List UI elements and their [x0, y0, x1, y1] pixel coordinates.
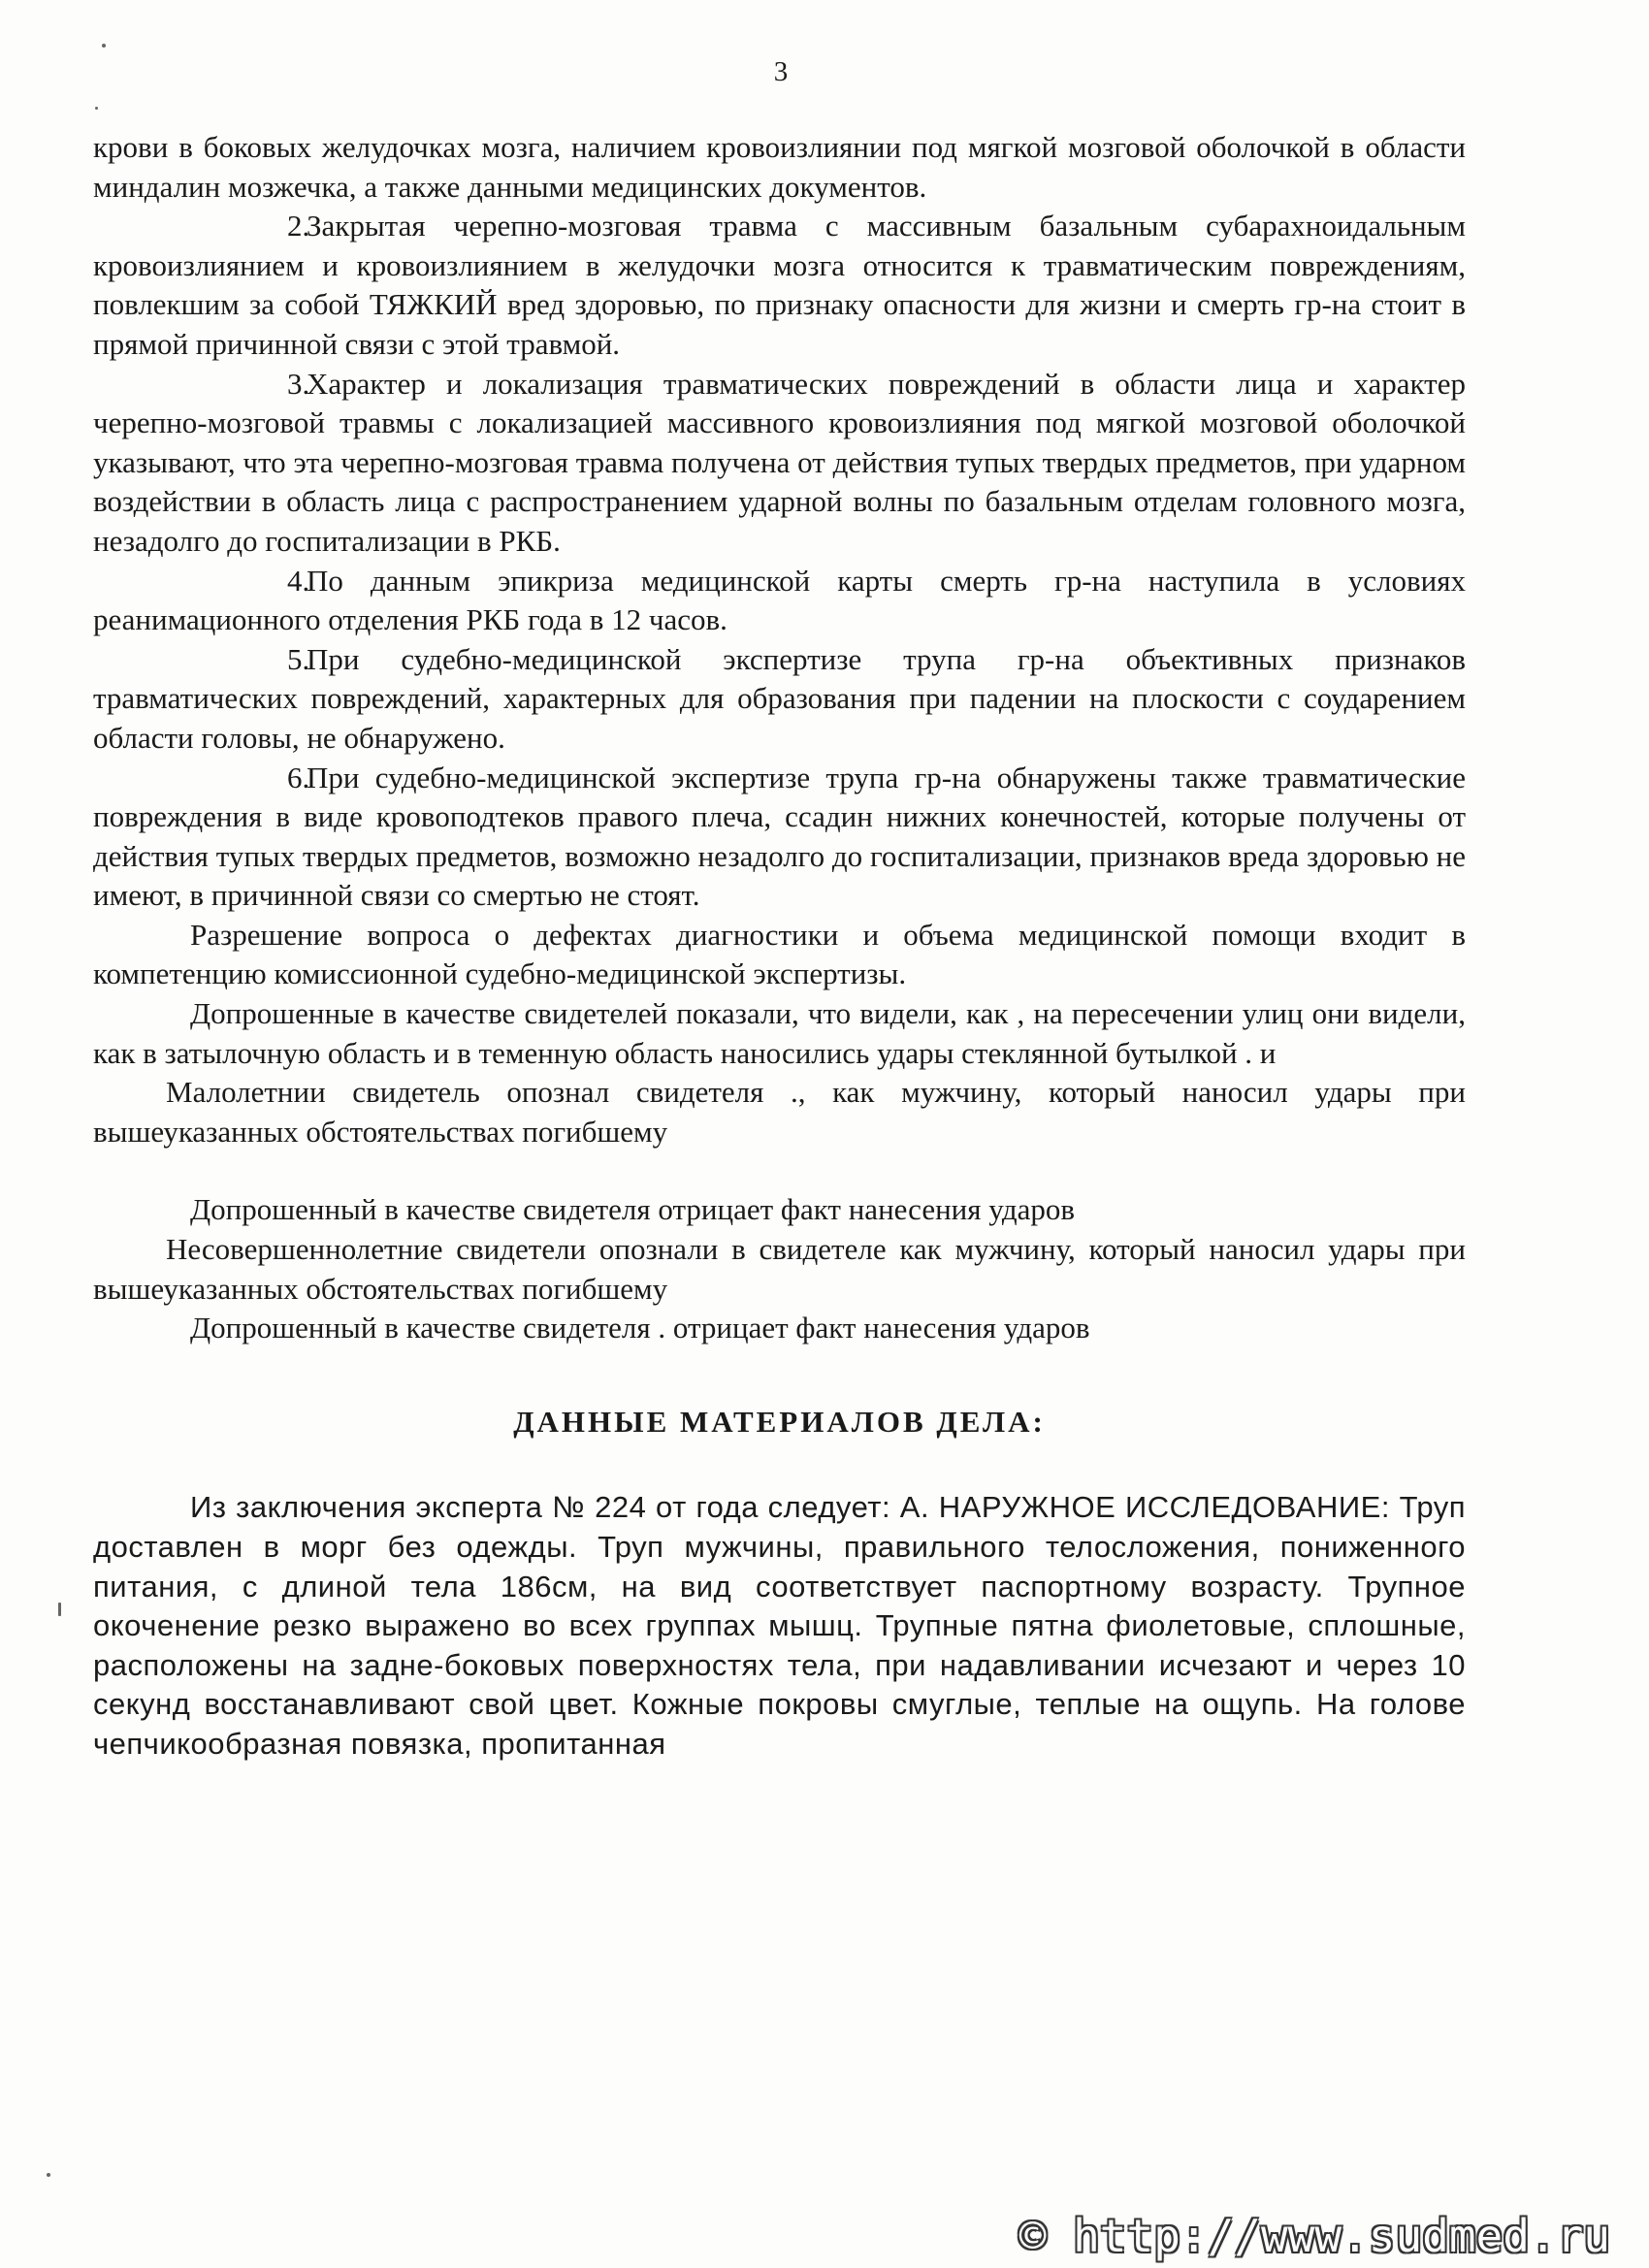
scan-speck — [102, 44, 106, 48]
paragraph-witness-denies-1: Допрошенный в качестве свидетеля отрицает факт нанесения ударов — [190, 1192, 1075, 1227]
spacer — [93, 1151, 1466, 1190]
item-number: 3. — [287, 366, 310, 401]
section-heading: ДАННЫЕ МАТЕРИАЛОВ ДЕЛА: — [513, 1404, 1046, 1439]
site-watermark: © http://www.sudmed.ru — [1018, 2210, 1610, 2262]
paragraph-item-5 — [93, 640, 1466, 759]
paragraph-minor-witnesses: Несовершеннолетние свидетели опознали в свидетеле как мужчину, который наносил удары при вышеуказанных обстоятельствах погибшему — [93, 1232, 1466, 1306]
item-text: При судебно-медицинской экспертизе трупа гр-на объективных признаков травматических повреждений, характерных для образования при падении на плоскости с соударением области головы, не обнаружено. — [93, 641, 1466, 755]
item-number: 2. — [287, 209, 310, 243]
paragraph-item-3 — [93, 365, 1466, 562]
paragraph-witnesses: Допрошенные в качестве свидетелей показали, что видели, как , на пересечении улиц они видели, как в затылочную область и в теменную область наносились удары стеклянной бутылкой . и — [93, 996, 1466, 1070]
document-body — [93, 128, 1466, 1765]
paragraph-minor-witness: Малолетнии свидетель опознал свидетеля ., как мужчину, который наносил удары при вышеуказанных обстоятельствах погибшему — [93, 1075, 1466, 1149]
paragraph-expert-conclusion: Из заключения эксперта № 224 от года следует: А. НАРУЖНОЕ ИССЛЕДОВАНИЕ: Труп доставлен в морг без одежды. Труп мужчины, правильного телосложения, пониженного питания, с длиной тела 186см, на вид соответствует паспортному возрасту. Трупное окоченение резко выражено во всех группах мышц. Трупные пятна фиолетовые, сплошные, расположены на задне-боковых поверхностях тела, при надавливании исчезают и через 10 секунд восстанавливают свой цвет. Кожные покровы смуглые, теплые на ощупь. На голове чепчикообразная повязка, пропитанная — [93, 1490, 1466, 1761]
paragraph-continuation: крови в боковых желудочках мозга, наличием кровоизлиянии под мягкой мозговой оболочкой в области миндалин мозжечка, а также данными медицинских документов. — [93, 130, 1466, 204]
item-text: Закрытая черепно-мозговая травма с массивным базальным субарахноидальным кровоизлиянием и кровоизлиянием в желудочки мозга относится к травматическим повреждениям, повлекшим за собой ТЯЖКИЙ вред здоровью, по признаку опасности для жизни и смерть гр-на стоит в прямой причинной связи с этой травмой. — [93, 209, 1466, 361]
item-text: При судебно-медицинской экспертизе трупа гр-на обнаружены также травматические повреждения в виде кровоподтеков правого плеча, ссадин нижних конечностей, которые получены от действия тупых твердых предметов, возможно незадолго до госпитализации, признаков вреда здоровью не имеют, в причинной связи со смертью не стоят. — [93, 760, 1466, 913]
paragraph-witness-denies-2: Допрошенный в качестве свидетеля . отрицает факт нанесения ударов — [190, 1311, 1090, 1345]
scan-speck — [58, 1603, 61, 1616]
paragraph-defects: Разрешение вопроса о дефектах диагностики и объема медицинской помощи входит в компетенцию комиссионной судебно-медицинской экспертизы. — [93, 917, 1466, 991]
scan-speck — [95, 107, 98, 110]
item-number: 6. — [287, 760, 310, 794]
paragraph-item-2 — [93, 207, 1466, 364]
paragraph-item-4 — [93, 562, 1466, 640]
paragraph-item-6 — [93, 759, 1466, 916]
scan-speck — [47, 2173, 50, 2177]
page-number: 3 — [773, 56, 789, 87]
item-text: Характер и локализация травматических повреждений в области лица и характер черепно-мозговой травмы с локализацией массивного кровоизлияния под мягкой мозговой оболочкой указывают, что эта черепно-мозговая травма получена от действия тупых твердых предметов, при ударном воздействии в область лица с распространением ударной волны по базальным отделам головного мозга, незадолго до госпитализации в РКБ. — [93, 366, 1466, 558]
item-text: По данным эпикриза медицинской карты смерть гр-на наступила в условиях реанимационного отделения РКБ года в 12 часов. — [93, 563, 1466, 637]
item-number: 4. — [287, 563, 310, 598]
item-number: 5. — [287, 641, 310, 676]
